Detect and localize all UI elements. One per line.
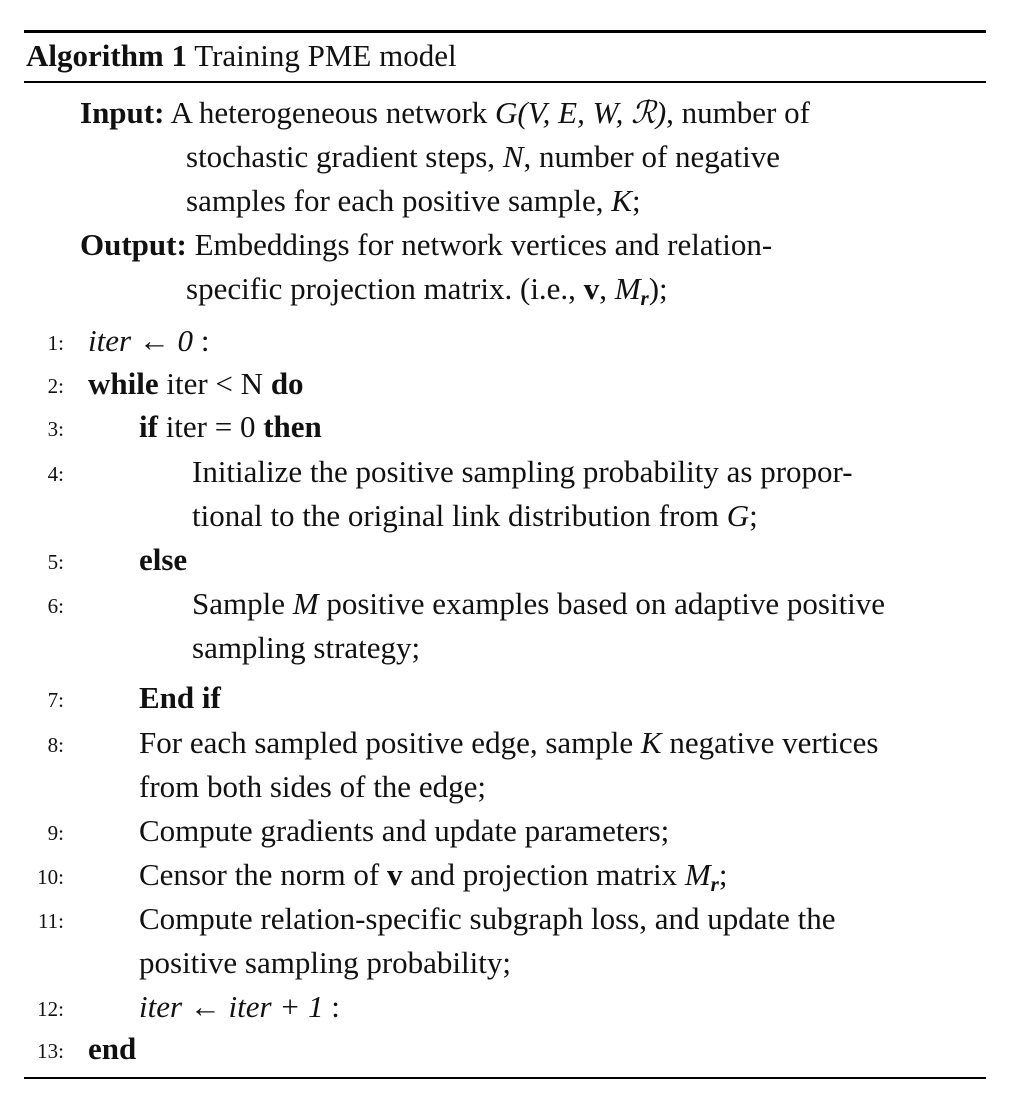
while-condition: iter < N — [158, 366, 271, 401]
line-number: 1: — [47, 331, 64, 355]
step-3 — [139, 405, 322, 449]
input-text-suffix: ; — [631, 183, 641, 218]
keyword-do: do — [270, 366, 304, 401]
step-11-line-2: positive sampling probability; — [139, 945, 511, 980]
line-number: 6: — [47, 594, 64, 618]
line-number: 4: — [47, 462, 64, 486]
step-5 — [139, 538, 187, 582]
if-condition: iter = 0 — [157, 409, 264, 444]
iter-init: iter ← 0 — [88, 323, 194, 358]
top-rule — [24, 30, 986, 33]
step-text: Censor the norm of — [139, 857, 387, 892]
step-12 — [139, 985, 340, 1029]
step-tail: : — [193, 323, 210, 358]
step-13 — [88, 1027, 136, 1071]
input-text-suffix: , number of — [666, 95, 810, 130]
step-tail: : — [323, 989, 340, 1024]
line-number: 3: — [47, 417, 64, 441]
projection-matrix-symbol: M — [614, 271, 641, 306]
input-line-1 — [80, 91, 810, 135]
step-7 — [139, 676, 221, 720]
step-text-suffix: ; — [718, 857, 728, 892]
keyword-then: then — [263, 409, 322, 444]
input-line-3 — [186, 179, 641, 223]
line-number: 10: — [37, 865, 64, 889]
projection-matrix-symbol: M — [684, 857, 711, 892]
keyword-else: else — [139, 542, 188, 577]
graph-args: (V, E, W, ℛ) — [517, 95, 667, 130]
steps-symbol: N — [502, 139, 524, 174]
output-text: Embeddings for network vertices and relation- — [194, 227, 773, 262]
vertex-vector-symbol: v — [583, 271, 600, 306]
algorithm-caption — [26, 38, 457, 74]
step-10 — [139, 853, 728, 897]
line-number: 8: — [47, 733, 64, 757]
output-line-1 — [80, 223, 772, 267]
output-line-2 — [186, 267, 668, 311]
step-8-line-2: from both sides of the edge; — [139, 769, 486, 804]
step-text-suffix: ; — [749, 498, 758, 533]
input-key: Input: — [80, 95, 165, 130]
line-number: 2: — [47, 374, 64, 398]
bottom-rule — [24, 1077, 986, 1079]
sample-count-symbol: M — [292, 586, 319, 621]
keyword-end-if: End if — [139, 680, 221, 715]
input-text-suffix: , number of negative — [523, 139, 781, 174]
input-text: stochastic gradient steps, — [186, 139, 503, 174]
step-4-line-2 — [192, 494, 758, 538]
step-text: For each sampled positive edge, sample — [139, 725, 641, 760]
line-number: 9: — [47, 821, 64, 845]
input-line-2 — [186, 135, 780, 179]
step-4-line-1: Initialize the positive sampling probability as propor- — [192, 454, 853, 489]
relation-subscript: r — [710, 871, 719, 896]
line-number: 13: — [37, 1039, 64, 1063]
input-text: A heterogeneous network — [170, 95, 496, 130]
line-number: 11: — [37, 909, 64, 933]
step-text: Sample — [192, 586, 293, 621]
output-text-suffix: ); — [648, 271, 668, 306]
output-key: Output: — [80, 227, 187, 262]
step-9: Compute gradients and update parameters; — [139, 813, 670, 848]
step-text-mid: and projection matrix — [402, 857, 685, 892]
algorithm-title: Training PME model — [194, 38, 457, 73]
step-text-suffix: negative vertices — [661, 725, 879, 760]
graph-symbol: G — [495, 95, 518, 130]
iter-increment: iter ← iter + 1 — [139, 989, 324, 1024]
step-2 — [88, 362, 304, 406]
algorithm-label: Algorithm 1 — [26, 38, 188, 73]
step-6-line-1 — [192, 582, 885, 626]
step-1 — [88, 319, 209, 363]
line-number: 7: — [47, 688, 64, 712]
negatives-symbol: K — [611, 183, 632, 218]
step-8-line-1 — [139, 721, 878, 765]
keyword-end: end — [88, 1031, 137, 1066]
step-6-line-2: sampling strategy; — [192, 630, 421, 665]
keyword-if: if — [139, 409, 158, 444]
line-number: 12: — [37, 997, 64, 1021]
step-text-suffix: positive examples based on adaptive positive — [318, 586, 886, 621]
negatives-symbol: K — [640, 725, 662, 760]
caption-rule — [24, 81, 986, 83]
step-text: tional to the original link distribution from — [192, 498, 727, 533]
vertex-vector-symbol: v — [386, 857, 403, 892]
keyword-while: while — [88, 366, 159, 401]
relation-subscript: r — [640, 285, 649, 310]
separator: , — [599, 271, 615, 306]
step-11-line-1: Compute relation-specific subgraph loss, and update the — [139, 901, 836, 936]
line-number: 5: — [47, 550, 64, 574]
input-text: samples for each positive sample, — [186, 183, 612, 218]
output-text: specific projection matrix. (i.e., — [186, 271, 584, 306]
graph-symbol: G — [726, 498, 750, 533]
